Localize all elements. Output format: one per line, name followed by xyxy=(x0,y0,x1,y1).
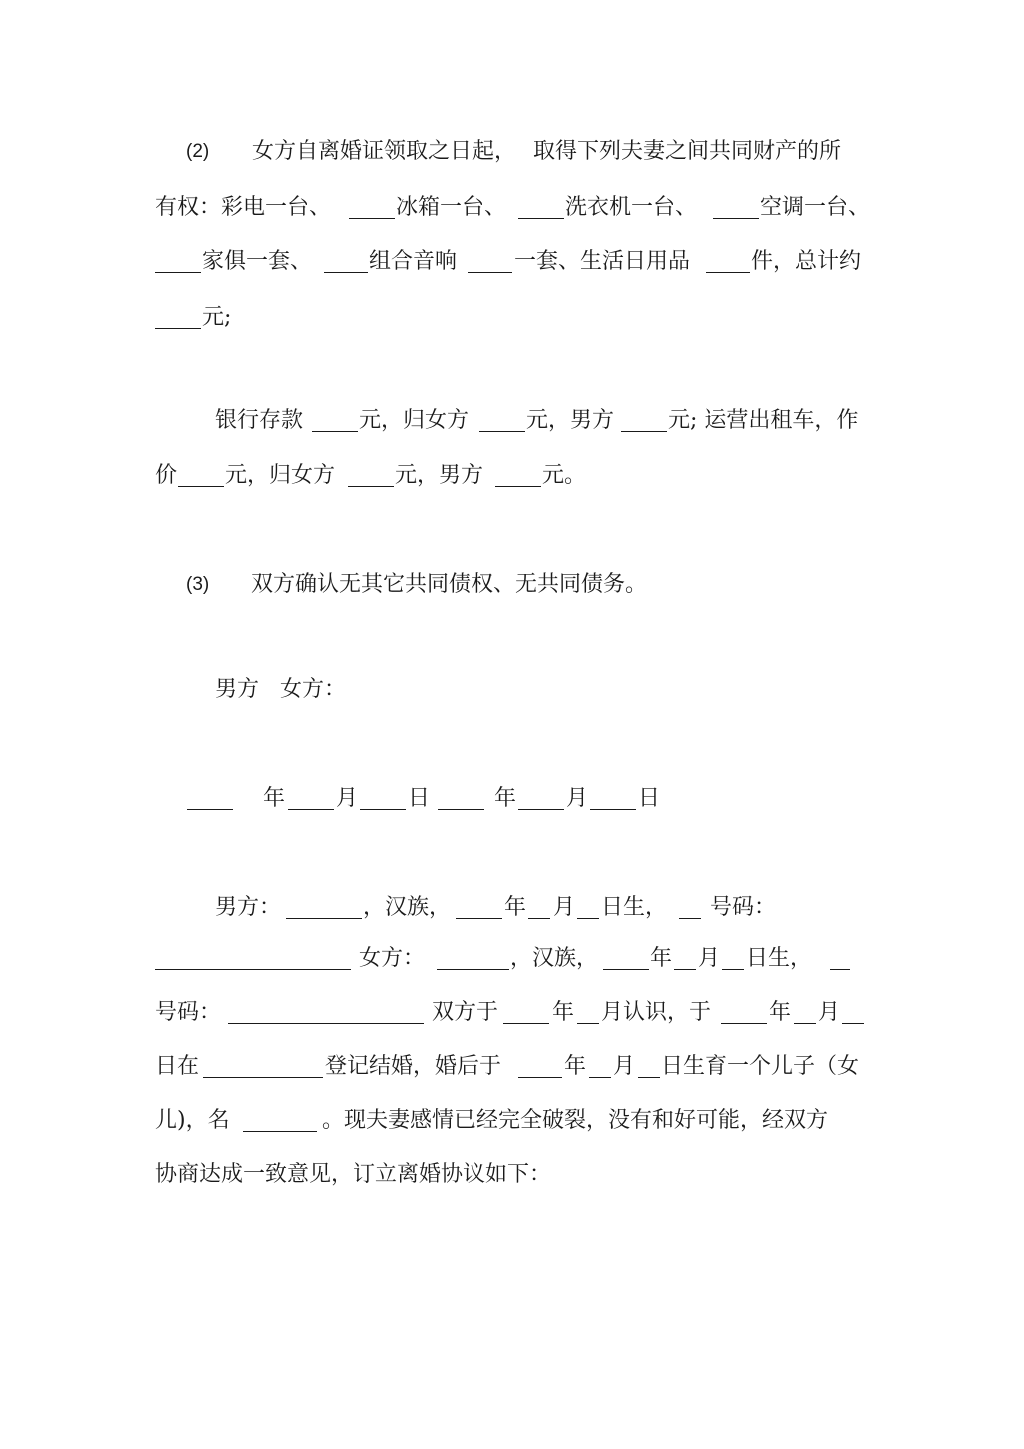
fill-blank xyxy=(713,218,759,219)
parties-text: ，汉族， xyxy=(510,946,599,971)
fill-blank xyxy=(722,969,744,970)
fill-blank xyxy=(479,431,525,432)
fill-blank xyxy=(203,1077,323,1078)
parties-text: 年 xyxy=(769,1000,792,1025)
parties-text: 协商达成一致意见，订立离婚协议如下： xyxy=(155,1162,552,1187)
parties-text: 号码： xyxy=(155,1000,222,1025)
fill-blank xyxy=(155,969,351,970)
section-2-text: 元; xyxy=(202,305,232,330)
savings-line-1 xyxy=(0,401,1024,441)
parties-text: 月 xyxy=(553,895,576,920)
section-2-text: 洗衣机一台、 xyxy=(565,195,698,220)
savings-text: 银行存款 xyxy=(215,408,304,433)
savings-text: 价 xyxy=(155,463,178,488)
section-2-line-3 xyxy=(0,242,1024,282)
fill-blank xyxy=(518,1077,562,1078)
savings-line-2 xyxy=(0,456,1024,496)
fill-blank xyxy=(577,1023,599,1024)
fill-blank xyxy=(360,809,406,810)
parties-text: 年 xyxy=(504,895,527,920)
fill-blank xyxy=(348,486,394,487)
fill-blank xyxy=(155,328,201,329)
parties-text: 登记结婚，婚后于 xyxy=(325,1054,502,1079)
parties-text: 。现夫妻感情已经完全破裂，没有和好可能，经双方 xyxy=(322,1108,829,1133)
savings-text: 元，男方 xyxy=(395,463,484,488)
section-2-text: 有权：彩电一台、 xyxy=(155,195,332,220)
savings-text: 元，归女方 xyxy=(359,408,470,433)
date-unit: 年 xyxy=(494,786,517,811)
fill-blank xyxy=(518,218,564,219)
parties-text: 日在 xyxy=(155,1054,200,1079)
section-2-text: 冰箱一台、 xyxy=(396,195,507,220)
parties-text: 日生育一个儿子（女 xyxy=(661,1054,860,1079)
parties-text: 儿)，名 xyxy=(155,1108,230,1133)
parties-line-1 xyxy=(0,888,1024,928)
date-unit: 年 xyxy=(263,786,286,811)
parties-text: 女方： xyxy=(359,946,426,971)
fill-blank xyxy=(528,918,550,919)
fill-blank xyxy=(324,272,368,273)
fill-blank xyxy=(228,1023,424,1024)
parties-line-5 xyxy=(0,1101,1024,1141)
fill-blank xyxy=(518,809,564,810)
section-2-number: (2) xyxy=(186,141,210,162)
fill-blank xyxy=(288,809,334,810)
fill-blank xyxy=(590,809,636,810)
parties-line-2 xyxy=(0,939,1024,979)
fill-blank xyxy=(679,918,701,919)
date-unit: 月 xyxy=(336,786,359,811)
fill-blank xyxy=(178,486,224,487)
parties-text: 年 xyxy=(650,946,673,971)
savings-text: 元; 运营出租车，作 xyxy=(668,408,859,433)
parties-text: 男方： xyxy=(215,895,282,920)
section-2-text-a: 女方自离婚证领取之日起， xyxy=(252,139,517,164)
fill-blank xyxy=(312,431,358,432)
fill-blank xyxy=(603,969,649,970)
section-3-number: (3) xyxy=(186,574,210,595)
parties-text: ，汉族， xyxy=(363,895,452,920)
section-3-text: 双方确认无其它共同债权、无共同债务。 xyxy=(251,572,648,597)
date-unit: 日 xyxy=(638,786,661,811)
section-3-line xyxy=(0,565,1024,605)
fill-blank xyxy=(286,918,362,919)
fill-blank xyxy=(503,1023,549,1024)
date-line xyxy=(0,779,1024,819)
fill-blank xyxy=(794,1023,816,1024)
parties-text: 月 xyxy=(698,946,721,971)
section-2-text-b: 取得下列夫妻之间共同财产的所 xyxy=(533,139,842,164)
parties-text: 年 xyxy=(564,1054,587,1079)
parties-line-4 xyxy=(0,1047,1024,1087)
fill-blank xyxy=(243,1131,317,1132)
parties-text: 年 xyxy=(552,1000,575,1025)
savings-text: 元，男方 xyxy=(526,408,615,433)
date-unit: 月 xyxy=(566,786,589,811)
section-2-line-1 xyxy=(0,132,1024,172)
fill-blank xyxy=(830,969,850,970)
parties-text: 日生， xyxy=(746,946,813,971)
section-2-text: 空调一台、 xyxy=(760,195,871,220)
fill-blank xyxy=(349,218,395,219)
parties-text: 月认识，于 xyxy=(601,1000,712,1025)
section-2-text: 一套、生活日用品 xyxy=(514,249,691,274)
fill-blank xyxy=(438,809,484,810)
date-unit: 日 xyxy=(408,786,431,811)
savings-text: 元，归女方 xyxy=(225,463,336,488)
fill-blank xyxy=(155,272,201,273)
section-2-text: 组合音响 xyxy=(369,249,458,274)
fill-blank xyxy=(621,431,667,432)
fill-blank xyxy=(674,969,696,970)
section-2-text: 家俱一套、 xyxy=(202,249,313,274)
section-2-text: 件，总计约 xyxy=(751,249,862,274)
parties-text: 月 xyxy=(613,1054,636,1079)
fill-blank xyxy=(577,918,599,919)
parties-line-6 xyxy=(0,1155,1024,1195)
section-2-line-4 xyxy=(0,298,1024,338)
fill-blank xyxy=(187,809,233,810)
fill-blank xyxy=(842,1023,864,1024)
parties-text: 日生， xyxy=(601,895,668,920)
parties-text: 号码： xyxy=(710,895,777,920)
fill-blank xyxy=(468,272,512,273)
parties-line-3 xyxy=(0,993,1024,1033)
fill-blank xyxy=(721,1023,767,1024)
fill-blank xyxy=(589,1077,611,1078)
parties-text: 月 xyxy=(818,1000,841,1025)
signature-line xyxy=(0,670,1024,710)
parties-text: 双方于 xyxy=(432,1000,499,1025)
fill-blank xyxy=(495,486,541,487)
fill-blank xyxy=(638,1077,660,1078)
fill-blank xyxy=(437,969,509,970)
section-2-line-2 xyxy=(0,188,1024,228)
fill-blank xyxy=(706,272,750,273)
signature-labels: 男方 女方： xyxy=(215,677,346,702)
savings-text: 元。 xyxy=(542,463,587,488)
fill-blank xyxy=(456,918,502,919)
